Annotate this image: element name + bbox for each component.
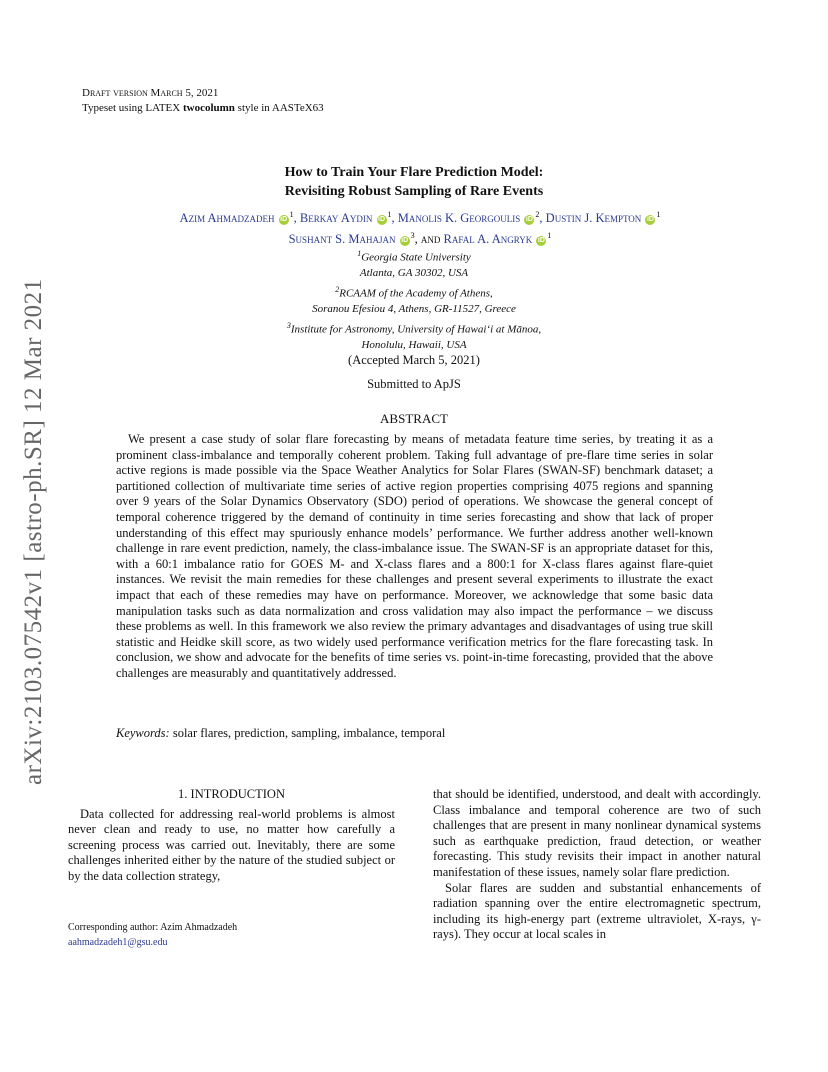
author-name[interactable]: Dustin J. Kempton: [545, 211, 642, 226]
orcid-icon[interactable]: iD: [537, 237, 545, 245]
orcid-icon[interactable]: iD: [280, 216, 288, 224]
intro-paragraph: Data collected for addressing real-world problems is almost never clean and ready to use, no matter how carefully a screening process was carried out. Inevitably, there are some challenges inherited either by the nature of the studied subject or by the data collection strategy,: [68, 806, 395, 883]
author-name[interactable]: Berkay Aydin: [299, 211, 373, 226]
abstract-heading: ABSTRACT: [380, 411, 448, 426]
abstract-text: We present a case study of solar flare forecasting by means of metadata feature time series, by treating it as a prominent class-imbalance and temporally coherent problem. Taking full advantage of pre-flare time series in solar active regions is made possible via the Space Weather Analytics for Solar Flares (SWAN-SF) benchmark dataset; a partitioned collection of multivariate time series of active region properties comprising 4075 regions and spanning over 9 years of the Solar Dynamics Observatory (SDO) period of operations. We showcase the general concept of temporal coherence triggered by the demand of continuity in time series forecasting and show that lack of proper understanding of this effect may spuriously enhance models’ performance. We further address another well-known challenge in rare event prediction, namely, the class-imbalance issue. The SWAN-SF is an appropriate dataset for this, with a 60:1 imbalance ratio for GOES M- and X-class flares and a 800:1 for X-class flares against flare-quiet instances. We revisit the main remedies for these challenges and present several experiments to illustrate the exact impact that each of these remedies may have on performance. Moreover, we acknowledge that some basic data manipulation tasks such as data normalization and cross validation may also impact the performance – we discuss these problems as well. In this framework we also review the primary advantages and disadvantages of using true skill statistic and Heidke skill score, as two widely used performance verification metrics for the flare forecasting task. In conclusion, we show and advocate for the benefits of time series vs. point-in-time forecasting, provided that the above challenges are measurably and quantitatively addressed.: [116, 432, 713, 680]
footnote: Corresponding author: Azim Ahmadzadeh aahmadzadeh1@gsu.edu: [68, 922, 238, 948]
orcid-icon[interactable]: iD: [525, 216, 533, 224]
section-heading-introduction: 1. INTRODUCTION: [178, 787, 285, 801]
accepted-date: (Accepted March 5, 2021): [348, 353, 480, 367]
typeset-line: Typeset using LATEX twocolumn style in AASTeX63: [82, 102, 324, 114]
orcid-icon[interactable]: iD: [646, 216, 654, 224]
keywords: Keywords: solar flares, prediction, sampling, imbalance, temporal: [116, 726, 446, 740]
orcid-icon[interactable]: iD: [401, 237, 409, 245]
author-list: Azim Ahmadzadeh $iD^1$, Berkay Aydin $iD^1$, Manolis K. Georgoulis $iD^2$, Dustin J. Kempton $iD^1$ Sushant S. Mahajan $iD^3$, and Rafal A. Angryk $iD^1$: [179, 210, 661, 247]
paper-title: How to Train Your Flare Prediction Model: Revisiting Robust Sampling of Rare Events: [284, 165, 544, 199]
author-name[interactable]: Manolis K. Georgoulis: [397, 211, 521, 226]
author-name[interactable]: Sushant S. Mahajan: [288, 232, 396, 247]
submitted-to: Submitted to ApJS: [367, 377, 461, 391]
author-name[interactable]: Rafal A. Angryk: [443, 232, 533, 247]
latex-logo: LATEX: [145, 102, 181, 114]
affiliations: $^1$Georgia State University Atlanta, GA 30302, USA $^2$RCAAM of the Academy of Athens, Soranou Efesiou 4, Athens, GR-11527, Greece $^3$Institute for Astronomy, University of Hawai‘i at Mānoa, Honolulu, Hawaii, USA: [286, 249, 542, 351]
intro-paragraph-continued: that should be identified, understood, and dealt with accordingly. Class imbalance and temporal coherence are two of such challenges that are present in many nonlinear dynamical systems such as earthquake prediction, fraud detection, or weather forecasting. This study revisits their impact in another natural manifestation of these issues, namely solar flare prediction.: [433, 787, 761, 879]
left-column: [68, 787, 395, 885]
author-email-link[interactable]: aahmadzadeh1@gsu.edu: [68, 937, 168, 948]
author-name[interactable]: Azim Ahmadzadeh: [179, 211, 275, 226]
draft-version: Draft version March 5, 2021: [82, 87, 219, 99]
intro-paragraph: Solar flares are sudden and substantial enhancements of radiation spanning over the entire electromagnetic spectrum, including its high-energy part (extreme ultraviolet, X-rays, γ-rays). They occur at local scales in: [433, 880, 761, 942]
orcid-icon[interactable]: iD: [378, 216, 385, 224]
running-header: [82, 86, 324, 116]
right-column: [433, 787, 761, 943]
arxiv-stamp: arXiv:2103.07542v1 [astro-ph.SR] 12 Mar 2021: [20, 278, 47, 785]
